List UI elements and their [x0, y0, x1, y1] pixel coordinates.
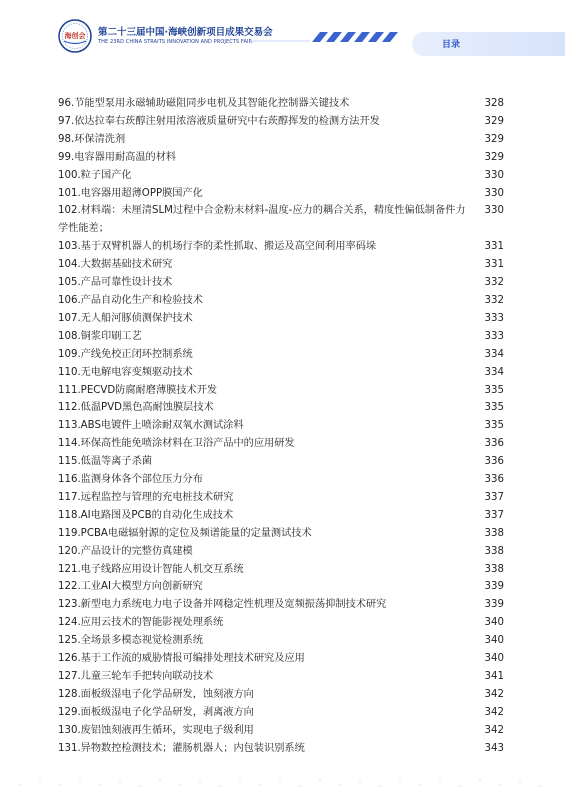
table-of-contents: [58, 95, 504, 758]
toc-entry-page-number: 329: [484, 151, 504, 163]
toc-entry[interactable]: [58, 668, 504, 686]
toc-entry-title: 101.电容器用超薄OPP膜国产化: [58, 187, 203, 199]
toc-entry[interactable]: [58, 256, 504, 274]
toc-entry-title: 115.低温等离子杀菌: [58, 456, 152, 468]
toc-entry-title: 104.大数据基础技术研究: [58, 259, 173, 271]
toc-entry-title: 124.应用云技术的智能影视处理系统: [58, 617, 224, 629]
toc-entry[interactable]: [58, 185, 504, 203]
toc-entry[interactable]: [58, 722, 504, 740]
toc-entry[interactable]: [58, 113, 504, 131]
toc-entry[interactable]: [58, 131, 504, 149]
toc-entry[interactable]: [58, 686, 504, 704]
toc-entry-page-number: 341: [484, 671, 504, 682]
toc-entry-title: 129.面板级湿电子化学品研发，剥离液方向: [58, 706, 254, 718]
toc-entry[interactable]: [58, 704, 504, 722]
toc-entry-page-number: 330: [484, 205, 504, 217]
toc-entry-page-number: 329: [484, 115, 504, 127]
toc-entry[interactable]: [58, 596, 504, 614]
toc-entry-title: 126.基于工作流的威胁情报可编排处理技术研究及应用: [58, 653, 305, 665]
toc-entry-page-number: 338: [484, 527, 504, 539]
toc-entry[interactable]: [58, 382, 504, 400]
toc-entry-page-number: 337: [484, 491, 504, 503]
toc-entry-title: 119.PCBA电磁辐射源的定位及频谱能量的定量测试技术: [58, 527, 312, 539]
toc-entry-page-number: 336: [484, 474, 504, 486]
toc-entry[interactable]: [58, 525, 504, 543]
toc-entry-title: 128.面板级湿电子化学品研发，蚀刻液方向: [58, 688, 254, 700]
toc-entry-page-number: 336: [484, 438, 504, 450]
toc-entry-page-number: 338: [484, 563, 504, 575]
toc-entry-title: 105.产品可靠性设计技术: [58, 277, 173, 289]
toc-entry-title: 111.PECVD防腐耐磨薄膜技术开发: [58, 384, 218, 396]
toc-entry-title: 114.环保高性能免喷涂材料在卫浴产品中的应用研发: [58, 438, 295, 450]
toc-entry-title: 116.监测身体各个部位压力分布: [58, 474, 203, 486]
toc-entry-title: 109.产线免校正闭环控制系统: [58, 348, 193, 360]
toc-entry-title: 98.环保清洗剂: [58, 133, 126, 145]
toc-entry-title: 113.ABS电镀件上喷涂耐双氧水测试涂料: [58, 420, 244, 432]
toc-entry-page-number: 339: [484, 599, 504, 611]
toc-entry[interactable]: [58, 650, 504, 668]
toc-entry-title: 120.产品设计的完整仿真建模: [58, 545, 193, 557]
toc-entry-page-number: 337: [484, 509, 504, 521]
toc-entry-title: 123.新型电力系统电力电子设备并网稳定性机理及宽频振荡抑制技术研究: [58, 599, 387, 611]
toc-entry-page-number: 329: [484, 133, 504, 145]
toc-entry-title: 97.依达拉奉右莰醇注射用浓溶液质量研究中右莰醇挥发的检测方法开发: [58, 115, 380, 127]
toc-entry[interactable]: [58, 202, 504, 238]
toc-entry[interactable]: [58, 364, 504, 382]
decorative-stripes-icon: [250, 30, 400, 44]
toc-entry-title: 106.产品自动化生产和检验技术: [58, 294, 203, 306]
toc-entry[interactable]: [58, 489, 504, 507]
toc-entry-page-number: 340: [484, 653, 504, 665]
toc-entry[interactable]: [58, 614, 504, 632]
toc-entry-page-number: 331: [484, 259, 504, 271]
toc-entry-title: 107.无人船河豚侦测保护技术: [58, 312, 193, 324]
toc-entry-page-number: 334: [484, 366, 504, 378]
toc-entry-page-number: 343: [484, 742, 504, 754]
toc-entry-title: 96.节能型泵用永磁辅助磁阻同步电机及其智能化控制器关键技术: [58, 98, 350, 109]
toc-entry-title: 118.AI电路图及PCB的自动化生成技术: [58, 509, 234, 521]
section-tab-label: 目录: [442, 40, 461, 50]
toc-entry-page-number: 335: [484, 402, 504, 414]
toc-entry-title: 99.电容器用耐高温的材料: [58, 151, 177, 163]
toc-entry-page-number: 334: [484, 348, 504, 360]
toc-entry[interactable]: [58, 149, 504, 167]
toc-entry[interactable]: [58, 471, 504, 489]
toc-entry-page-number: 335: [484, 384, 504, 396]
section-tab: [412, 32, 565, 56]
toc-entry[interactable]: [58, 95, 504, 113]
toc-entry-title: 102.材料端：未厘清SLM过程中合金粉末材料-温度-应力的耦合关系，精度性偏低制备件力学性能差；: [58, 205, 466, 235]
toc-entry[interactable]: [58, 453, 504, 471]
toc-entry-page-number: 330: [484, 187, 504, 199]
toc-entry-page-number: 342: [484, 724, 504, 736]
toc-entry-title: 110.无电解电容变频驱动技术: [58, 366, 193, 378]
toc-entry[interactable]: [58, 435, 504, 453]
fair-title-cn: 第二十三届中国·海峡创新项目成果交易会: [98, 27, 273, 38]
toc-entry-title: 108.铜浆印刷工艺: [58, 330, 142, 342]
toc-entry-page-number: 336: [484, 456, 504, 468]
toc-entry[interactable]: [58, 561, 504, 579]
toc-entry-title: 121.电子线路应用设计智能人机交互系统: [58, 563, 244, 575]
toc-entry-title: 131.异物数控检测技术；灌肠机器人；内包装识别系统: [58, 742, 305, 754]
toc-entry[interactable]: [58, 292, 504, 310]
toc-entry[interactable]: [58, 274, 504, 292]
toc-entry[interactable]: [58, 310, 504, 328]
toc-entry-page-number: 333: [484, 312, 504, 324]
toc-entry[interactable]: [58, 543, 504, 561]
toc-entry-page-number: 333: [484, 330, 504, 342]
toc-entry-title: 130.废铝蚀刻液再生循环，实现电子级利用: [58, 724, 254, 736]
toc-entry-page-number: 335: [484, 420, 504, 432]
toc-entry-page-number: 330: [484, 169, 504, 181]
toc-entry-title: 103.基于双臂机器人的机场行李的柔性抓取、搬运及高空间利用率码垛: [58, 241, 377, 253]
fair-title-en: THE 23RD CHINA STRAITS INNOVATION AND PROJECTS FAIR: [98, 39, 253, 45]
toc-entry[interactable]: [58, 238, 504, 256]
toc-entry[interactable]: [58, 417, 504, 435]
toc-entry-page-number: 342: [484, 688, 504, 700]
page-header: [0, 0, 565, 70]
toc-entry-title: 125.全场景多模态视觉检测系统: [58, 635, 203, 647]
toc-entry[interactable]: [58, 399, 504, 417]
toc-entry-page-number: 338: [484, 545, 504, 557]
decorative-dot-pattern-icon: [0, 755, 565, 793]
toc-entry-page-number: 342: [484, 706, 504, 718]
toc-entry-title: 127.儿童三轮车手把转向联动技术: [58, 671, 214, 682]
toc-entry-page-number: 332: [484, 294, 504, 306]
toc-entry-page-number: 340: [484, 617, 504, 629]
toc-entry[interactable]: [58, 346, 504, 364]
toc-entry-page-number: 340: [484, 635, 504, 647]
toc-entry-title: 100.粒子国产化: [58, 169, 132, 181]
toc-entry[interactable]: [58, 328, 504, 346]
toc-entry-page-number: 339: [484, 581, 504, 593]
fair-logo: [58, 19, 92, 53]
toc-entry[interactable]: [58, 167, 504, 185]
toc-entry-page-number: 332: [484, 277, 504, 289]
toc-entry[interactable]: [58, 578, 504, 596]
toc-entry-page-number: 331: [484, 241, 504, 253]
toc-entry-page-number: 328: [484, 98, 504, 109]
logo-text: 海创会: [64, 32, 86, 40]
toc-entry-title: 122.工业AI大模型方向创新研究: [58, 581, 203, 593]
toc-entry-title: 112.低温PVD黑色高耐蚀膜层技术: [58, 402, 214, 414]
toc-entry[interactable]: [58, 507, 504, 525]
toc-entry-title: 117.远程监控与管理的充电桩技术研究: [58, 491, 234, 503]
toc-entry[interactable]: [58, 632, 504, 650]
